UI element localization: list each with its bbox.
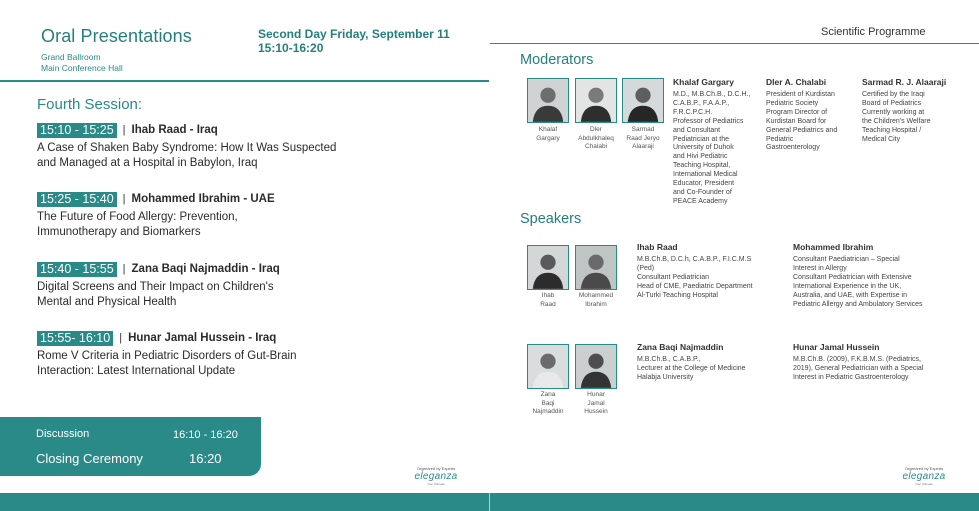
bio-line: Consultant Pediatrician with Extensive [793,273,912,281]
bio-line: and Consultant [673,126,721,134]
speaker-bio [793,356,973,383]
talk-item [37,191,367,239]
logo-tagline: Your Ultimate [427,482,445,486]
caption-line: Raad Jeryo [626,134,660,142]
logo-organized-by: Organized by Experts [904,466,944,471]
person-silhouette-icon [576,79,616,122]
discussion-label: Discussion [36,428,90,440]
caption-line: Hunar [587,391,605,398]
caption-line: Abdulkhaleq [578,134,614,142]
talk-title-line: A Case of Shaken Baby Syndrome: How It Was Suspected [37,142,337,154]
caption-line: Baqi [541,399,555,407]
venue-line: Main Conference Hall [41,62,123,73]
caption-line: Ihab [541,292,555,299]
bio-line: Pediatric [766,135,794,143]
speaker-bio [793,256,973,309]
speaker-photo [527,344,569,389]
talk-item [37,122,367,170]
time-range: 15:10-16:20 [258,41,324,55]
speaker-photo [575,344,617,389]
bio-line: (Ped) [637,264,655,272]
venue [41,52,123,73]
talk-title-line: Interaction: Latest International Update [37,364,236,377]
moderator-photo [527,78,569,123]
bio-line: Teaching Hospital, [673,162,731,170]
programme-label: Scientific Programme [821,26,926,38]
person-silhouette-icon [528,345,568,388]
moderator-name: Sarmad R. J. Alaaraji [862,77,947,87]
photo-caption [523,126,573,143]
eleganza-logo [896,466,952,486]
speaker-name: Hunar Jamal Hussein - Iraq [128,332,277,344]
bio-line: Head of CME, Paediatric Department [637,282,753,290]
bio-line: President of Kurdistan [766,91,835,98]
venue-line: Grand Ballroom [41,52,101,62]
logo-brand: eleganza [902,471,946,482]
bio-line: International Experience in the UK, [793,282,902,290]
speaker-bio [637,256,787,301]
moderators-title: Moderators [520,52,594,68]
photo-caption [571,126,621,152]
photo-caption [523,292,573,309]
moderator-name: Khalaf Gargary [673,77,734,87]
bio-line: Pediatrician at the [673,135,730,143]
bio-line: Interest in Pediatric Gastroenterology [793,373,909,381]
bio-line: Pediatric Allergy and Ambulatory Services [793,300,923,308]
separator: | [119,332,123,344]
bio-line: and Co-Founder of [673,188,732,196]
caption-line: Zana [540,391,556,398]
bio-line: General Pediatrics and [766,126,838,134]
bio-line: Professor of Pediatrics [673,117,744,125]
talk-title-line: The Future of Food Allergy: Prevention, [37,211,238,223]
moderator-photo [575,78,617,123]
person-silhouette-icon [576,345,616,388]
bio-line: Interest in Allergy [793,264,847,272]
talk-title [37,141,367,170]
bio-line: PEACE Academy [673,197,728,205]
header-divider [0,80,489,82]
closing-ceremony-time: 16:20 [189,451,222,466]
person-silhouette-icon [576,246,616,289]
talk-title-line: Mental and Physical Health [37,295,177,308]
moderator-bio [673,91,763,207]
session-date [258,27,450,55]
photo-caption [523,391,573,417]
time-badge: 15:10 - 15:25 [37,123,117,138]
caption-line: Dler [590,126,602,133]
caption-line: Hussein [584,408,608,415]
speaker-name: Mohammed Ibrahim - UAE [131,193,275,205]
speaker-name: Mohammed Ibrahim [793,242,874,252]
bio-line: International Medical [673,171,738,179]
photo-caption [571,391,621,417]
header-divider-right [490,43,979,44]
bio-line: M.B.Ch.B., C.A.B.P., [637,356,701,363]
speaker-photo [575,245,617,290]
caption-line: Ibrahim [585,300,607,308]
moderator-bio [862,91,962,144]
speaker-name: Zana Baqi Najmaddin [637,342,724,352]
bio-line: Medical City [862,135,901,143]
eleganza-logo [408,466,464,486]
closing-ceremony-label: Closing Ceremony [36,451,143,466]
moderator-bio [766,91,858,153]
talk-title [37,210,367,239]
bio-line: Consultant Paediatrician – Special [793,256,900,263]
separator: | [122,193,126,205]
bio-line: Australia, and UAE, with Expertise in [793,291,907,299]
session-title: Fourth Session: [37,96,143,113]
bio-line: Currently working at [862,108,925,116]
speaker-name: Ihab Raad - Iraq [131,124,218,136]
photo-caption [618,126,668,152]
bio-line: and Hivi Pediatric [673,153,728,161]
talk-item [37,330,367,378]
photo-caption [571,292,621,309]
talk-title-line: Rome V Criteria in Pediatric Disorders of Gut-Brain [37,350,297,362]
caption-line: Raad [540,300,556,308]
time-badge: 15:40 - 15:55 [37,262,117,277]
bio-line: 2019), General Pediatrician with a Special [793,364,924,372]
bio-line: Kurdistan Board for [766,117,827,125]
talk-title-line: Digital Screens and Their Impact on Children's [37,281,274,293]
caption-line: Chalabi [584,143,608,150]
speaker-photo [527,245,569,290]
bio-line: Educator, President [673,180,735,188]
talk-title-line: Immunotherapy and Biomarkers [37,225,201,238]
bio-line: Al-Turki Teaching Hospital [637,291,718,299]
bio-line: M.D., M.B.Ch.B., D.C.H., [673,91,751,98]
speaker-name: Hunar Jamal Hussein [793,342,880,352]
logo-organized-by: Organized by Experts [416,466,456,471]
person-silhouette-icon [528,246,568,289]
bio-line: M.B.Ch.B. (2009), F.K.B.M.S. (Pediatrics, [793,356,921,363]
moderator-name: Dler A. Chalabi [766,77,827,87]
discussion-time: 16:10 - 16:20 [173,429,238,441]
person-silhouette-icon [528,79,568,122]
speaker-name: Ihab Raad [637,242,678,252]
person-silhouette-icon [623,79,663,122]
bio-line: Consultant Pediatrician [637,273,709,281]
talk-title [37,349,367,378]
bio-line: C.A.B.P., F.A.A.P., [673,99,730,107]
separator: | [122,124,126,136]
speaker-bio [637,356,787,383]
bio-line: Pediatric Society [766,99,819,107]
moderator-photo [622,78,664,123]
separator: | [122,263,126,275]
speaker-name: Zana Baqi Najmaddin - Iraq [131,263,280,275]
talk-item [37,261,367,309]
logo-tagline: Your Ultimate [915,482,933,486]
page-title: Oral Presentations [41,26,192,46]
time-badge: 15:25 - 15:40 [37,192,117,207]
bio-line: Board of Pediatrics [862,99,922,107]
caption-line: Alaaraji [632,143,654,150]
bio-line: Teaching Hospital / [862,126,922,134]
bio-line: Lecturer at the College of Medicine [637,364,746,372]
caption-line: Khalaf [538,126,558,133]
caption-line: Gargary [536,134,560,142]
time-badge: 15:55- 16:10 [37,331,113,346]
bio-line: M.B.Ch.B, D.C.h, C.A.B.P., F.I.C.M.S [637,256,752,263]
bio-line: Program Director of [766,108,828,116]
talk-title [37,280,367,309]
page-divider [489,493,490,511]
day-text: Second Day Friday, September 11 [258,27,450,41]
bio-line: Gastroenterology [766,144,820,152]
bio-line: University of Duhok [673,144,734,152]
bio-line: Certified by the Iraqi [862,91,925,98]
caption-line: Najmaddin [532,408,564,415]
speakers-title: Speakers [520,211,582,227]
caption-line: Mohammed [578,292,614,299]
bio-line: F.R.C.P.C.H. [673,108,713,116]
bio-line: the Children's Welfare [862,117,931,125]
bio-line: Halabja University [637,373,694,381]
logo-brand: eleganza [414,471,458,482]
caption-line: Sarmad [631,126,655,133]
closing-box [0,417,261,476]
talk-title-line: and Managed at a Hospital in Babylon, Iraq [37,156,258,169]
caption-line: Jamal [587,399,605,407]
